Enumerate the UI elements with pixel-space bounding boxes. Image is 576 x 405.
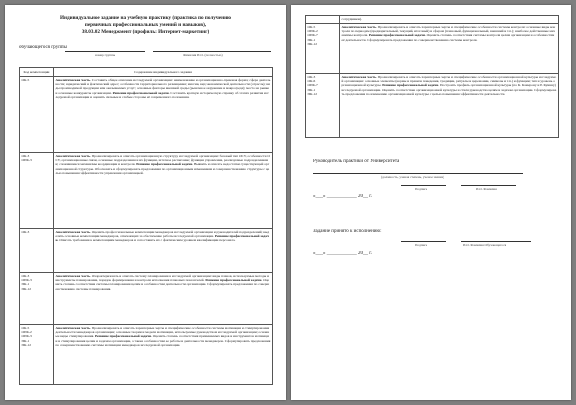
table-row — [306, 16, 559, 24]
student-sign-line — [401, 241, 446, 242]
competence-codes: ОК-5 ОПК-2 ОПК-7 ПК-1 ПК-12 — [306, 24, 340, 74]
task-table — [19, 67, 273, 385]
sign-hint: Подпись — [415, 243, 428, 247]
student-name-line — [461, 241, 531, 242]
task-text: Аналитическая часть. Оценить профессиональные компетенции менеджеров исследуемой организации и руководителей подразделений; выделить основные компетенции менеджеров, отвечающих за обеспечение работы исследуемой организации. Решение профессиональной задачи. Описать требования к компетенциям менеджеров и сопоставить их с фактическим уровнем квалификации персонала. — [54, 229, 273, 273]
task-title-line3: 38.03.02 Менеджмент (профиль: Интернет-маркетинг) — [81, 29, 210, 35]
competence-codes: ОК-3 ОПК-3 — [20, 153, 54, 229]
table-row — [20, 77, 273, 153]
date-line: «___» ____________ 20__ г. — [313, 194, 372, 199]
task-text: Аналитическая часть. Охарактеризовать и описать систему планирования в исследуемой организации: виды планов, используемые методы и инструменты планирования, порядок формирования и контроля исполнения плановых показателей. Решение профессиональной задачи. Оценить степень соответствия системы планирования целям и особенностям деятельности организации. Сформулировать предложения по совершенствованию системы планирования. — [54, 273, 273, 325]
competence-codes: ОК-5 ОПК-2 ОПК-3 ПК-1 ПК-12 — [20, 325, 54, 385]
date-line: «___» ____________ 20__ г. — [313, 251, 372, 256]
task-text: Аналитическая часть. Проанализировать и описать характерные черты и специфические особенности системы мотивации и стимулирования деятельности менеджеров организации; основные теории и модели мотивации, используемые руководством исследуемой организации; основные виды стимулирования. Решение профессиональной задачи. Оценить степень соответствия применяемых видов и инструментов мотивации и стимулирования целям и задачам организации, а также особенностям ее работы и деятельности менеджеров. Сформулировать предложения по совершенствованию системы мотивации менеджеров исследуемой организации. — [54, 325, 273, 385]
accepted-label: Задание принято к исполнению: — [313, 229, 382, 234]
task-text: Аналитическая часть. Проанализировать и описать характерные черты и специфические особенности системы контроля: основные виды контроля по периодам (предварительный, текущий, итоговый) и сферам (плановый, функциональный, внешний и т.п.); наиболее действенные механизмы контроля. Решение профессиональной задачи. Оценить степень соответствия системы контроля целям организации и особенностям её деятельности. Сформулировать предложения по совершенствованию системы контроля. — [340, 24, 559, 74]
name-underline — [153, 51, 271, 52]
task-text: Аналитическая часть. Составить общее описание исследуемой организации: наименование и организационно-правовая форма; сфера деятельности; юридический и фактический адрес; особенности территориального размещения; миссия, вид экономической деятельности (отрасль); виды производимой продукции или оказываемых услуг; основные факторы внешней среды (рыночное окружение и макросреда); место на рынке и основные конкуренты организации. Решение профессиональной задачи. Составить краткую историческую справку об этапах развития исследуемой организации и оценить сильные и слабые стороны её современного положения. — [54, 77, 273, 153]
competence-codes: ОК-3 ОПК-3 ПК-1 ПК-12 — [20, 273, 54, 325]
competence-codes: ОК-3 ОК-6 ОПК-7 ПК-1 ПК-12 — [306, 74, 340, 138]
competence-codes: ОК-3 — [20, 229, 54, 273]
document-page-1 — [5, 5, 286, 400]
student-name-hint: Фамилия И.О. (полностью) — [183, 53, 223, 57]
supervisor-sign-line — [401, 185, 446, 186]
task-text-continuation: сотрудников). — [340, 16, 559, 24]
task-text: Аналитическая часть. Проанализировать и описать характерные черты и специфические особенности организационной культуры исследуемой организации: основные элементы (нормы и правила поведения, традиции, ритуалы и церемонии, символы и т.п.) и функции; тип и уровень организационной культуры. Решение профессиональной задачи. Построить профиль организационной культуры (по К. Камерону и Р. Куинну) исследуемой организации. Оценить соответствие организационной культуры и стиля руководства целям и задачам организации. Сформулировать предложения по изменению организационной культуры с целью повышения эффективности деятельности. — [340, 74, 559, 138]
task-text: Аналитическая часть. Проанализировать и описать организационную структуру исследуемой организации: базовый тип ОСУ, особенности ОСУ, организационные связи, основные подразделения и их функции, штатное расписание; функции управления, реализуемые подразделениями; сложившиеся механизмы координации и контроля. Решение профессиональной задачи. Выявить и описать недостатки существующей организационной структуры. Обосновать и сформулировать предложения по организационным изменениям и совершенствованию структуры с целью повышения эффективности управления организацией. — [54, 153, 273, 229]
table-header-code: Код компетенции — [20, 68, 54, 77]
table-row — [20, 153, 273, 229]
group-hint: номер группы — [95, 53, 116, 57]
supervisor-position-hint: (должность, ученая степень, ученое звание) — [381, 175, 445, 179]
table-row — [20, 229, 273, 273]
supervisor-position-line — [313, 173, 523, 174]
task-table-continued — [305, 15, 559, 138]
table-row — [306, 24, 559, 74]
supervisor-label: Руководитель практики от Университета — [313, 159, 400, 164]
table-row — [20, 273, 273, 325]
name-hint: И.О. Фамилия — [476, 187, 497, 191]
student-name-hint: И.О. Фамилия Обучающегося — [463, 243, 507, 247]
table-header-content: Содержание индивидуального задания — [54, 68, 273, 77]
document-page-2 — [291, 5, 571, 400]
group-underline — [65, 51, 145, 52]
supervisor-name-line — [461, 185, 516, 186]
task-title-line2: первичных профессиональных умений и навыков), — [84, 22, 207, 28]
competence-codes: ОК-5 — [20, 77, 54, 153]
student-label: обучающегося группы — [19, 45, 67, 50]
table-row — [306, 74, 559, 138]
table-row — [20, 325, 273, 385]
task-title-line1: Индивидуальное задание на учебную практику (практика по получению — [59, 15, 232, 21]
sign-hint: Подпись — [415, 187, 428, 191]
